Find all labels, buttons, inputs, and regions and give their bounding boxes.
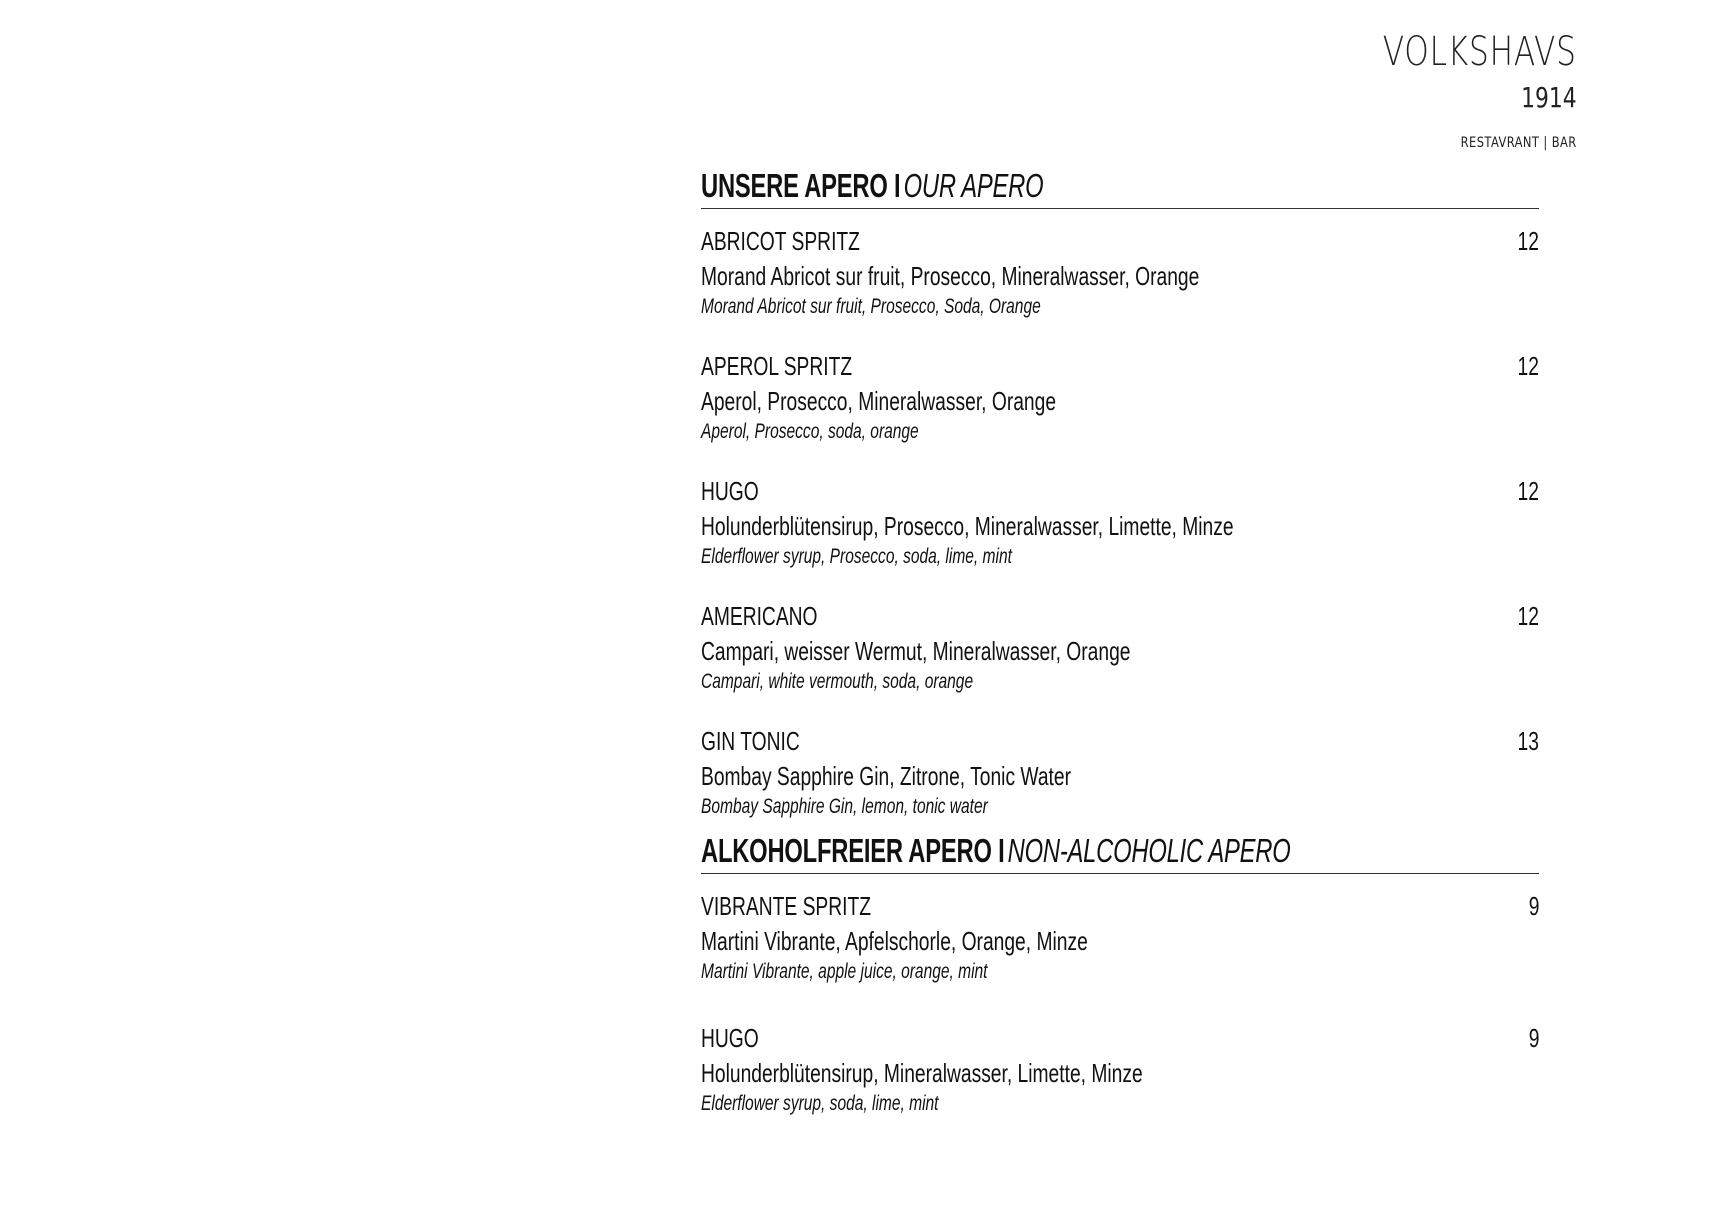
item-name: GIN TONIC (701, 726, 800, 756)
menu-item (701, 348, 1539, 473)
item-description-en: Martini Vibrante, apple juice, orange, mint (701, 960, 988, 983)
section-title-en: OUR APERO (903, 167, 1044, 204)
item-description-de: Holunderblütensirup, Prosecco, Mineralwasser, Limette, Minze (701, 511, 1234, 541)
menu-item (701, 598, 1539, 723)
item-price: 12 (1517, 351, 1539, 381)
item-description-de: Martini Vibrante, Apfelschorle, Orange, Minze (701, 926, 1088, 956)
item-name: AMERICANO (701, 601, 818, 631)
menu-item (701, 723, 1539, 831)
menu-item (701, 223, 1539, 348)
item-price: 12 (1517, 226, 1539, 256)
section-title (701, 825, 1539, 874)
item-description-de: Campari, weisser Wermut, Mineralwasser, Orange (701, 636, 1131, 666)
item-name: APEROL SPRITZ (701, 351, 853, 381)
section-apero (701, 160, 1539, 831)
section-title-de: ALKOHOLFREIER APERO I (701, 832, 1005, 869)
item-description-en: Aperol, Prosecco, soda, orange (701, 420, 919, 443)
item-price: 12 (1517, 601, 1539, 631)
item-description-en: Bombay Sapphire Gin, lemon, tonic water (701, 795, 988, 818)
logo-year: 1914 (1521, 81, 1577, 114)
section-non-alcoholic (701, 825, 1539, 1152)
item-price: 9 (1528, 1023, 1539, 1053)
logo-name: VOLKSHAVS (1383, 29, 1577, 75)
section-title-en: NON-ALCOHOLIC APERO (1007, 832, 1291, 869)
item-description-de: Holunderblütensirup, Mineralwasser, Limette, Minze (701, 1058, 1143, 1088)
menu-item (701, 888, 1539, 1020)
section-title (701, 160, 1539, 209)
restaurant-logo (1328, 28, 1577, 152)
item-price: 12 (1517, 476, 1539, 506)
item-description-en: Campari, white vermouth, soda, orange (701, 670, 974, 693)
item-description-de: Bombay Sapphire Gin, Zitrone, Tonic Water (701, 761, 1072, 791)
item-description-de: Morand Abricot sur fruit, Prosecco, Mineralwasser, Orange (701, 261, 1200, 291)
menu-item (701, 1020, 1539, 1152)
item-name: VIBRANTE SPRITZ (701, 891, 871, 921)
item-name: ABRICOT SPRITZ (701, 226, 860, 256)
section-title-de: UNSERE APERO I (701, 167, 901, 204)
item-price: 13 (1517, 726, 1539, 756)
item-price: 9 (1528, 891, 1539, 921)
item-name: HUGO (701, 476, 759, 506)
item-description-en: Elderflower syrup, soda, lime, mint (701, 1092, 939, 1115)
item-name: HUGO (701, 1023, 759, 1053)
menu-item (701, 473, 1539, 598)
logo-tagline: RESTAVRANT | BAR (1460, 135, 1577, 151)
item-description-en: Morand Abricot sur fruit, Prosecco, Soda, Orange (701, 295, 1041, 318)
drinks-menu (701, 160, 1539, 1152)
item-description-en: Elderflower syrup, Prosecco, soda, lime, mint (701, 545, 1012, 568)
item-description-de: Aperol, Prosecco, Mineralwasser, Orange (701, 386, 1057, 416)
